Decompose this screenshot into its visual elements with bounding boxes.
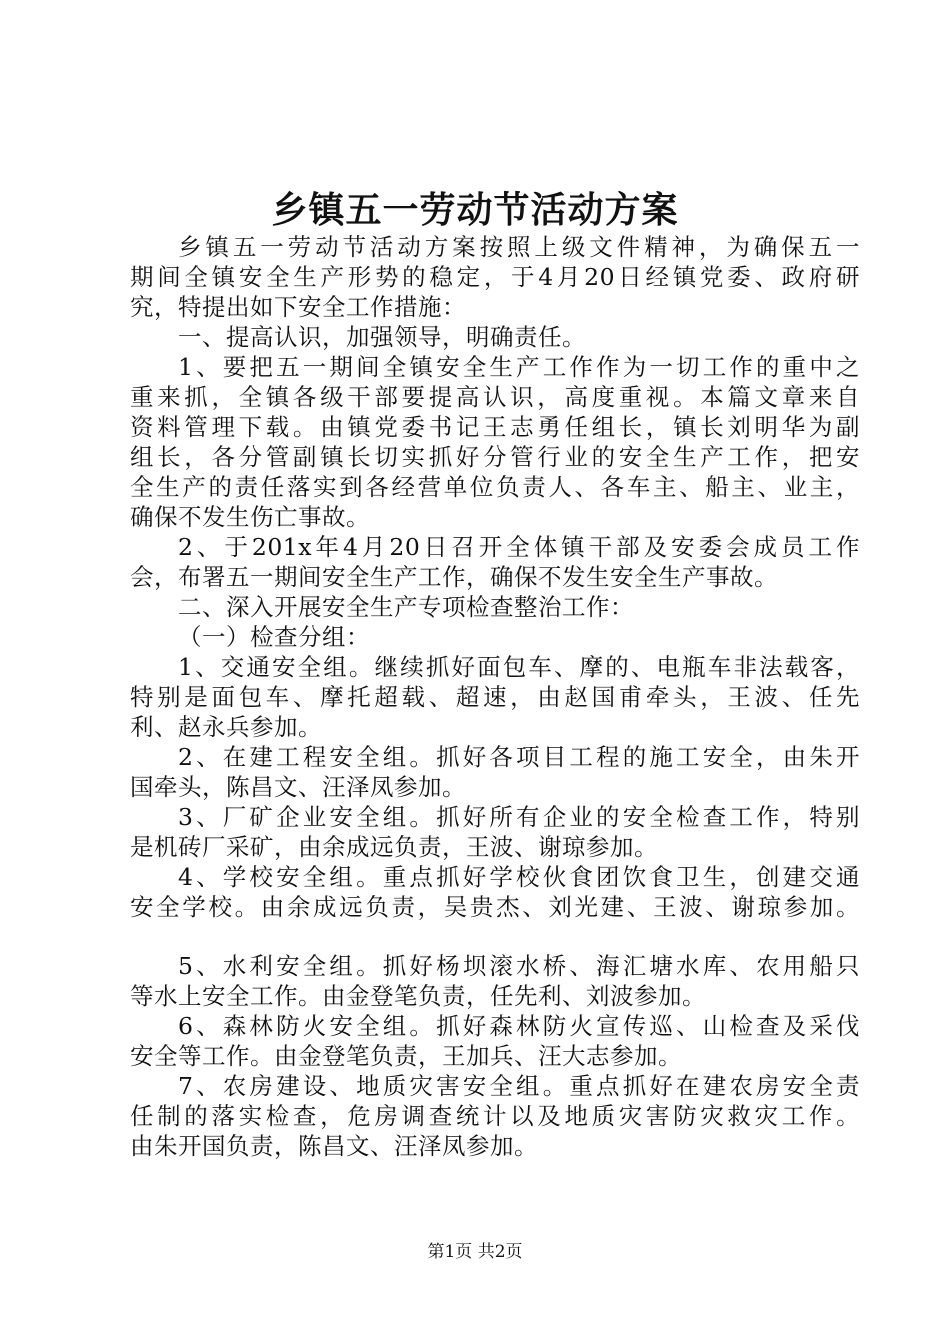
paragraph-line: 安全等工作。由金登笔负责，王加兵、汪大志参加。: [130, 1042, 682, 1070]
paragraph-line: 重来抓，全镇各级干部要提高认识，高度重视。本篇文章来自: [130, 383, 860, 411]
page-footer: [0, 1240, 950, 1264]
paragraph-line: 会，布署五一期间安全生产工作，确保不发生安全生产事故。: [130, 563, 778, 591]
paragraph-line: 2、于201x年4月20日召开全体镇干部及安委会成员工作: [178, 533, 860, 561]
subsection-heading: （一）检查分组：: [178, 623, 370, 651]
paragraph-line: 1、交通安全组。继续抓好面包车、摩的、电瓶车非法载客，: [178, 653, 860, 681]
paragraph-line: 7、农房建设、地质灾害安全组。重点抓好在建农房安全责: [178, 1072, 860, 1100]
paragraph-line: 特别是面包车、摩托超载、超速，由赵国甫牵头，王波、任先: [130, 683, 860, 711]
paragraph-line: 全生产的责任落实到各经营单位负责人、各车主、船主、业主，: [130, 473, 860, 501]
paragraph-line: 4、学校安全组。重点抓好学校伙食团饮食卫生，创建交通: [178, 863, 860, 891]
document-title: 乡镇五一劳动节活动方案: [271, 189, 679, 231]
paragraph-line: 3、厂矿企业安全组。抓好所有企业的安全检查工作，特别: [178, 803, 860, 831]
paragraph-line: 组长，各分管副镇长切实抓好分管行业的安全生产工作，把安: [130, 443, 860, 471]
page-number: 第1页 共2页: [427, 1242, 523, 1262]
paragraph-line: 确保不发生伤亡事故。: [130, 503, 370, 531]
paragraph-line: 安全学校。由余成远负责，吴贵杰、刘光建、王波、谢琼参加。: [130, 893, 860, 921]
paragraph-line: 国牵头，陈昌文、汪泽凤参加。: [130, 773, 466, 801]
paragraph-line: 期间全镇安全生产形势的稳定，于4月20日经镇党委、政府研: [130, 263, 860, 291]
paragraph-line: 任制的落实检查，危房调查统计以及地质灾害防灾救灾工作。: [130, 1102, 860, 1130]
paragraph-line: 等水上安全工作。由金登笔负责，任先利、刘波参加。: [130, 982, 706, 1010]
paragraph-line: 资料管理下载。由镇党委书记王志勇任组长，镇长刘明华为副: [130, 413, 860, 441]
paragraph-line: 乡镇五一劳动节活动方案按照上级文件精神，为确保五一: [178, 233, 860, 261]
paragraph-line: 5、水利安全组。抓好杨坝滚水桥、海汇塘水库、农用船只: [178, 952, 860, 980]
paragraph-line: 6、森林防火安全组。抓好森林防火宣传巡、山检查及采伐: [178, 1012, 860, 1040]
paragraph-line: 究，特提出如下安全工作措施：: [130, 293, 466, 321]
section-heading: 一、提高认识，加强领导，明确责任。: [178, 323, 586, 351]
section-heading: 二、深入开展安全生产专项检查整治工作：: [178, 593, 634, 621]
paragraph-line: 利、赵永兵参加。: [130, 713, 322, 741]
paragraph-line: 是机砖厂采矿，由余成远负责，王波、谢琼参加。: [130, 833, 658, 861]
document-body: [130, 232, 860, 1161]
paragraph-line: 1、要把五一期间全镇安全生产工作作为一切工作的重中之: [178, 353, 860, 381]
paragraph-line: 2、在建工程安全组。抓好各项目工程的施工安全，由朱开: [178, 743, 860, 771]
paragraph-line: 由朱开国负责，陈昌文、汪泽凤参加。: [130, 1132, 538, 1160]
